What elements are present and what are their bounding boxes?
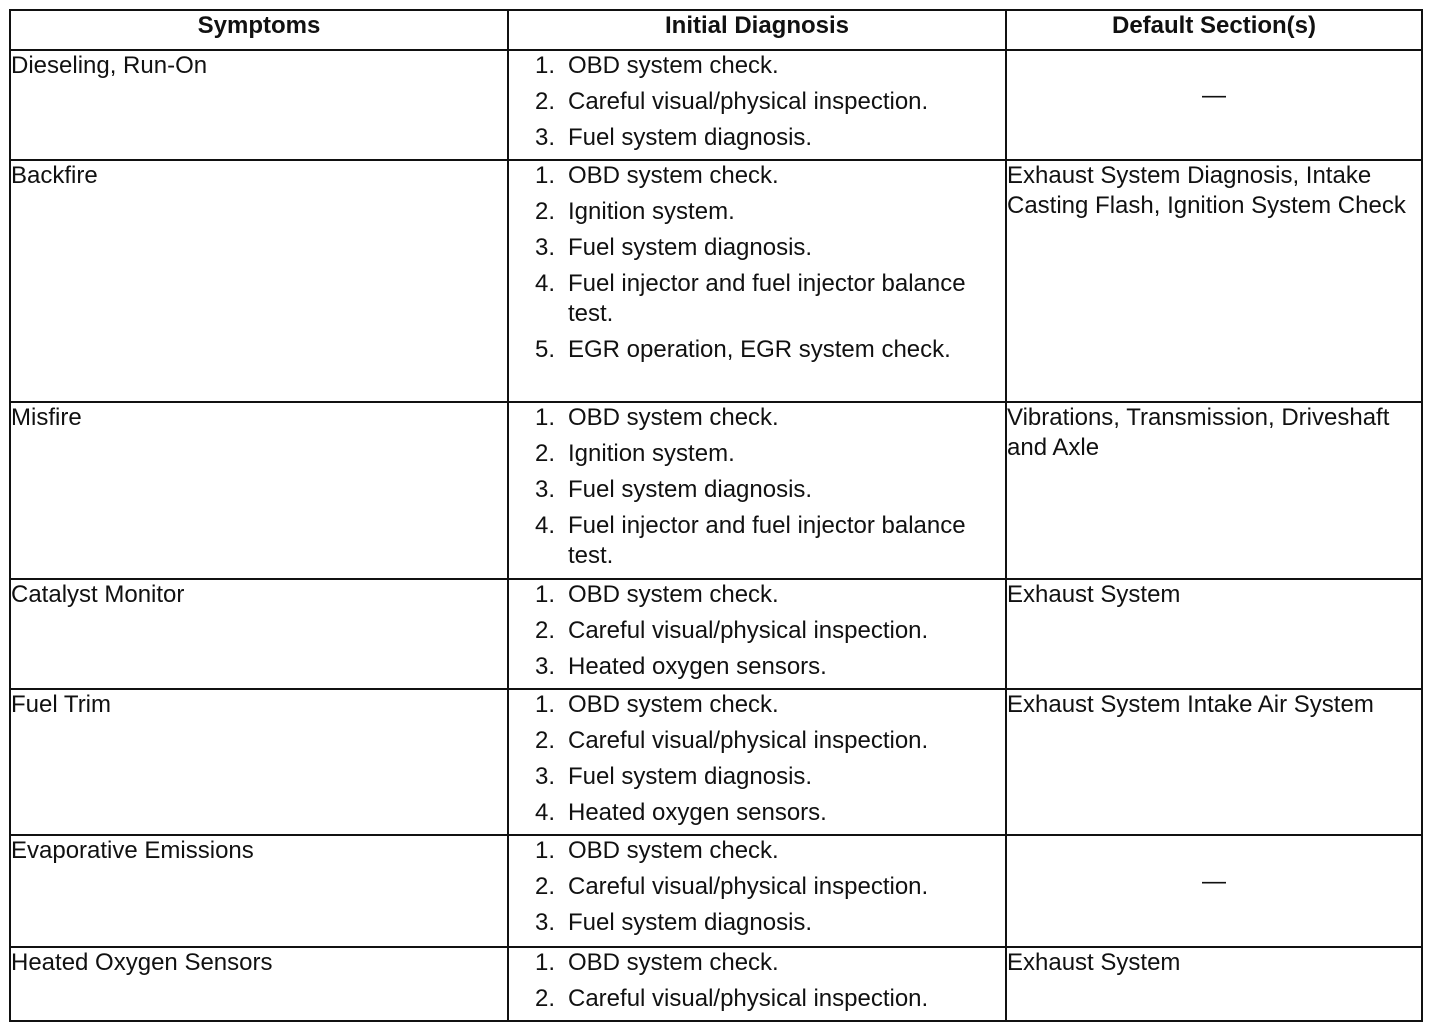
table-row [10,160,1422,402]
step-number: 2. [535,440,556,467]
diagnosis-step [509,762,1005,792]
step-number: 2. [535,88,556,115]
step-number: 2. [535,873,556,900]
step-number: 3. [535,476,556,503]
header-symptoms: Symptoms [10,10,508,50]
step-text: Fuel system diagnosis. [568,124,813,151]
step-number: 1. [535,949,556,976]
table-row [10,689,1422,835]
step-number: 1. [535,162,556,189]
diagnosis-step [509,798,1005,828]
symptom-cell: Dieseling, Run-On [10,50,508,160]
diagnosis-step [509,123,1005,153]
step-text: OBD system check. [568,52,779,79]
diagnosis-step [509,475,1005,505]
step-text: Careful visual/physical inspection. [568,727,929,754]
step-text: Fuel system diagnosis. [568,234,813,261]
diagnosis-steps [509,51,1005,153]
default-section-cell: Exhaust System Diagnosis, Intake Casting Flash, Ignition System Check [1006,160,1422,402]
table-row [10,835,1422,947]
diagnosis-cell [508,835,1006,947]
table-row [10,947,1422,1021]
table-row [10,50,1422,160]
step-text: Ignition system. [568,440,735,467]
step-text: Heated oxygen sensors. [568,799,827,826]
diagnosis-step [509,197,1005,227]
header-row [10,10,1422,50]
symptom-cell: Fuel Trim [10,689,508,835]
diagnosis-step [509,51,1005,81]
step-number: 3. [535,124,556,151]
default-section-cell: — [1006,835,1422,947]
diagnosis-steps [509,580,1005,682]
step-number: 1. [535,404,556,431]
diagnosis-step [509,161,1005,191]
step-text: Careful visual/physical inspection. [568,617,929,644]
diagnosis-step [509,439,1005,469]
diagnosis-steps [509,948,1005,1014]
diagnosis-cell [508,160,1006,402]
step-text: OBD system check. [568,691,779,718]
step-text: Ignition system. [568,198,735,225]
step-text: Careful visual/physical inspection. [568,88,929,115]
step-number: 1. [535,581,556,608]
step-number: 3. [535,763,556,790]
symptom-cell: Evaporative Emissions [10,835,508,947]
diagnosis-steps [509,690,1005,828]
diagnosis-steps [509,403,1005,571]
step-text: OBD system check. [568,837,779,864]
diagnosis-step [509,335,1005,365]
step-number: 3. [535,909,556,936]
symptom-cell: Heated Oxygen Sensors [10,947,508,1021]
step-number: 2. [535,727,556,754]
diagnosis-step [509,948,1005,978]
default-section-cell: Exhaust System [1006,947,1422,1021]
default-section-cell: Vibrations, Transmission, Driveshaft and Axle [1006,402,1422,579]
step-text: OBD system check. [568,404,779,431]
step-text: EGR operation, EGR system check. [568,336,951,363]
step-text: Fuel injector and fuel injector balance test. [568,512,966,569]
step-text: Fuel system diagnosis. [568,909,813,936]
table-row [10,402,1422,579]
header-default-sections: Default Section(s) [1006,10,1422,50]
diagnosis-step [509,616,1005,646]
step-number: 3. [535,653,556,680]
step-number: 1. [535,691,556,718]
step-text: OBD system check. [568,949,779,976]
step-text: Fuel system diagnosis. [568,476,813,503]
diagnosis-step [509,580,1005,610]
step-text: Fuel system diagnosis. [568,763,813,790]
diagnosis-steps [509,836,1005,938]
step-number: 2. [535,198,556,225]
symptom-cell: Misfire [10,402,508,579]
step-text: Careful visual/physical inspection. [568,985,929,1012]
step-number: 3. [535,234,556,261]
diagnosis-step [509,269,1005,329]
diagnosis-step [509,652,1005,682]
step-number: 1. [535,837,556,864]
diagnosis-step [509,908,1005,938]
step-number: 2. [535,617,556,644]
symptom-cell: Catalyst Monitor [10,579,508,689]
default-section-cell: Exhaust System [1006,579,1422,689]
diagnosis-cell [508,689,1006,835]
diagnosis-cell [508,579,1006,689]
step-text: Heated oxygen sensors. [568,653,827,680]
diagnosis-steps [509,161,1005,365]
header-initial-diagnosis: Initial Diagnosis [508,10,1006,50]
step-number: 4. [535,512,556,539]
diagnosis-step [509,836,1005,866]
table-row [10,579,1422,689]
diagnosis-step [509,690,1005,720]
default-section-cell: Exhaust System Intake Air System [1006,689,1422,835]
step-number: 2. [535,985,556,1012]
step-number: 1. [535,52,556,79]
step-text: Careful visual/physical inspection. [568,873,929,900]
step-text: OBD system check. [568,581,779,608]
diagnosis-step [509,403,1005,433]
diagnosis-cell [508,50,1006,160]
diagnosis-step [509,233,1005,263]
diagnosis-table [9,9,1423,1022]
step-number: 4. [535,799,556,826]
diagnosis-step [509,511,1005,571]
diagnosis-cell [508,402,1006,579]
diagnosis-step [509,87,1005,117]
diagnosis-cell [508,947,1006,1021]
step-number: 5. [535,336,556,363]
diagnosis-step [509,872,1005,902]
step-number: 4. [535,270,556,297]
diagnosis-step [509,726,1005,756]
step-text: OBD system check. [568,162,779,189]
diagnosis-step [509,984,1005,1014]
default-section-cell: — [1006,50,1422,160]
symptom-cell: Backfire [10,160,508,402]
step-text: Fuel injector and fuel injector balance test. [568,270,966,327]
